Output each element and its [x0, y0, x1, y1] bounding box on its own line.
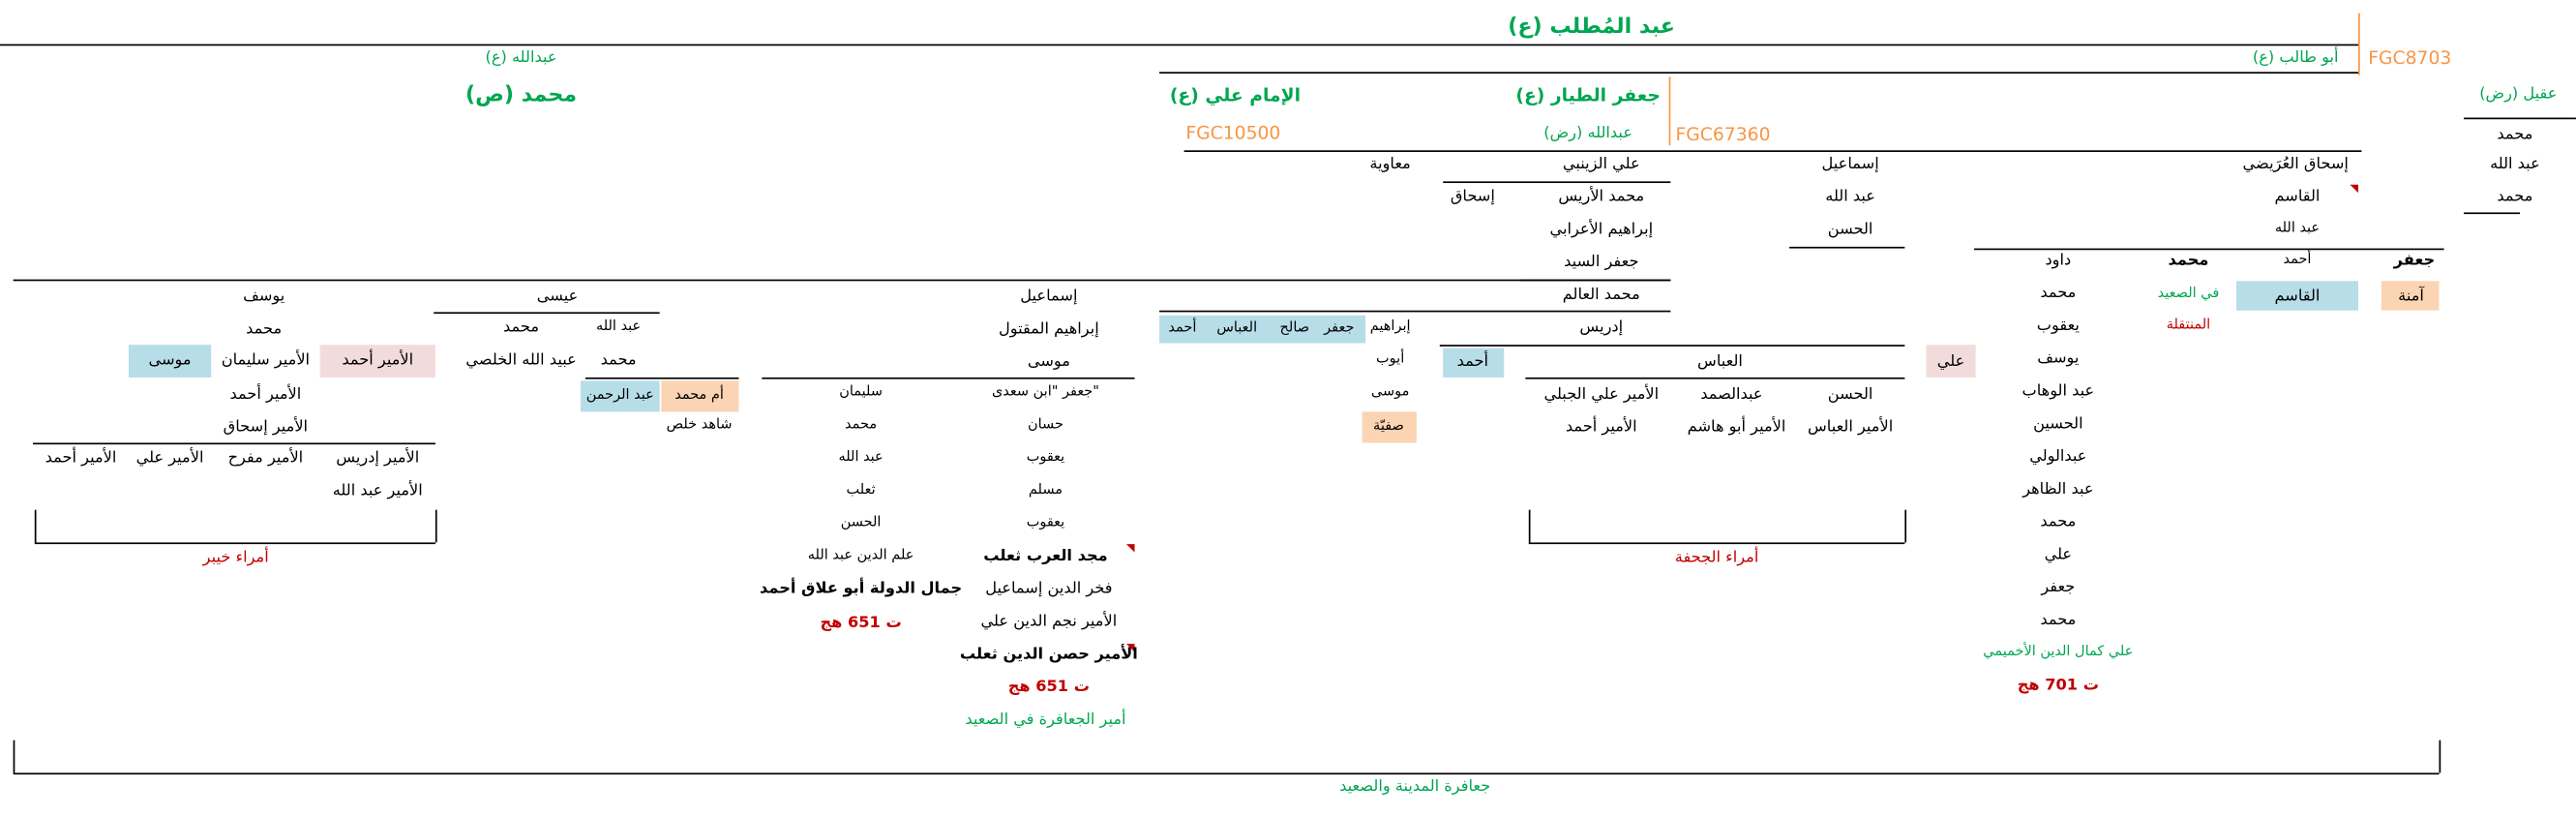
abbas-son-hasan: الحسن [1827, 385, 1873, 404]
prophet-muhammad: محمد (ص) [464, 83, 578, 108]
footer-bracket-right [2440, 741, 2441, 773]
khaybar-emirs-label: أمراء خيبر [202, 549, 269, 567]
root-code-divider [2358, 14, 2360, 76]
amir-abdullah: الأمير عبد الله [332, 481, 423, 500]
musa-mid: موسى [1027, 352, 1070, 372]
abbas-son-abdussamad: عبدالصمد [1700, 385, 1763, 404]
idris-line [1159, 311, 1670, 313]
aqil-grandson: عبد الله [2490, 155, 2540, 173]
amir-ishaq: الأمير إسحاق [223, 418, 309, 437]
dawud-chain-6: الحسين [2033, 414, 2083, 434]
ismail-branch-line [1789, 247, 1904, 249]
ishaq-uraydi: إسحاق العُرَيضي [2242, 155, 2349, 173]
amir-ahmad-khaybar: الأمير أحمد [229, 385, 302, 404]
amir-hisn-din-thalab: الأمير حصن الدين ثعلب [959, 645, 1138, 664]
ishaq: إسحاق [1450, 188, 1495, 206]
yusuf-emirs-line [33, 442, 435, 444]
ibrahim-arabi: إبراهيم الأعرابي [1549, 220, 1654, 239]
dawud-chain-3: يعقوب [2036, 317, 2080, 336]
abdurrahman: عبد الرحمن [585, 387, 654, 404]
abbas-branch-ahmad: أحمد [1456, 352, 1489, 372]
khaybar-bracket-left [35, 510, 37, 543]
isa: عيسى [536, 287, 579, 306]
ismail-son-abdullah: عبد الله [1825, 188, 1875, 206]
amir-abbas: الأمير العباس [1808, 418, 1894, 437]
death-701: ت 701 هج [2017, 676, 2099, 695]
amir-jaafira-said: أمير الجعافرة في الصعيد [965, 711, 1126, 729]
isa-grandson-muhammad: محمد [600, 350, 637, 370]
ismail-bin-abdullah: إسماعيل [1821, 155, 1879, 173]
ibrahim-maqtul: إبراهيم المقتول [998, 319, 1099, 339]
dawud-chain-5: عبد الوهاب [2022, 381, 2095, 401]
musa-sons-line [762, 378, 1134, 379]
idris: إدريس [1579, 318, 1624, 337]
amina: آمنة [2398, 287, 2424, 306]
muawiya: معاوية [1369, 155, 1411, 173]
muhammad-alim-line [14, 280, 1671, 282]
dawud-chain-10: علي [2044, 545, 2073, 564]
jafar-tayyar: جعفر الطيار (ع) [1515, 84, 1661, 106]
safiyya: صفيّة [1373, 418, 1404, 436]
comment-marker [2350, 185, 2358, 193]
dawud-chain-2: محمد [2040, 284, 2077, 303]
amir-ahmad-khaybar-2: الأمير أحمد [45, 449, 117, 468]
imam-ali: الإمام علي (ع) [1169, 84, 1302, 106]
yaqub-1: يعقوب [1026, 449, 1065, 467]
fakhr-din-ismail: فخر الدين إسماعيل [985, 580, 1113, 598]
jafar-ibn-saadi: جعفر "ابن سعدى" [991, 383, 1099, 401]
jafar-haplogroup-code: FGC67360 [1675, 124, 1771, 146]
ali-kamal-akhmimi: علي كمال الدين الأخميمي [1983, 644, 2134, 660]
qasim-son-jafar: جعفر [2393, 251, 2436, 270]
jafar-code-divider [1669, 76, 1671, 145]
death-651-b: ت 651 هج [1007, 678, 1091, 697]
aqil-son: محمد [2497, 125, 2533, 144]
amir-mufarrij: الأمير مفرح [227, 449, 304, 468]
idris-son-jafar: جعفر [1324, 319, 1355, 337]
abdullah-sons-line [1184, 150, 2362, 152]
amir-ali-jabali: الأمير علي الجبلي [1543, 385, 1660, 404]
alam-din-abdullah: علم الدين عبد الله [807, 547, 914, 564]
abu-talib-line [1159, 72, 2358, 74]
umm-muhammad: أم محمد [674, 387, 724, 404]
aqil-end-line [2464, 212, 2520, 214]
dawud-chain-4: يوسف [2037, 349, 2080, 368]
muntaqila-note: المنتقلة [2166, 317, 2211, 334]
footer-bracket-left [14, 741, 15, 773]
root-haplogroup-code: FGC8703 [2368, 46, 2452, 69]
dawud-chain-7: عبدالولي [2029, 447, 2087, 467]
root-line [0, 45, 2358, 46]
qasim-bin-ishaq: القاسم [2274, 188, 2321, 206]
idris-son-abbas: العباس [1216, 319, 1258, 337]
amir-idris: الأمير إدريس [336, 449, 420, 468]
isa-son-muhammad: محمد [503, 318, 540, 337]
khaybar-bracket-right [435, 510, 437, 543]
ali-zainabi: علي الزينبي [1562, 155, 1640, 173]
amir-ali-khaybar: الأمير علي [135, 449, 204, 468]
abu-talib: أبو طالب (ع) [2252, 48, 2339, 68]
dawud-chain-11: جعفر [2041, 578, 2076, 597]
juhfa-bracket-left [1529, 510, 1531, 543]
shahid-khalas: شاهد خلص [666, 416, 733, 434]
abdullah-bin-jafar: عبدالله (رض) [1543, 124, 1632, 142]
death-651-a: ت 651 هج [820, 614, 902, 633]
jafar-sayyid: جعفر السيد [1564, 253, 1639, 272]
ismail-grandson-hasan: الحسن [1827, 220, 1873, 239]
juhfa-bracket-right [1904, 510, 1906, 543]
isa-line [434, 312, 659, 314]
abbas-branch-ali: علي [1936, 352, 1965, 372]
qasim-son-abdullah: عبد الله [2274, 220, 2321, 237]
majd-arab-thalab: مجد العرب ثعلب [983, 547, 1108, 566]
footer-label: جعافرة المدينة والصعيد [1339, 777, 1491, 797]
ayyub: أيوب [1376, 350, 1405, 368]
sulayman-son-muhammad: محمد [845, 416, 878, 434]
ubaydullah-khalasi: عبيد الله الخلصي [465, 350, 577, 370]
sulayman-chain-abdullah: عبد الله [838, 449, 884, 467]
sulayman-chain-thalab: ثعلب [846, 481, 876, 499]
root-ancestor: عبد المُطلب (ع) [1508, 15, 1675, 40]
amir-abu-hashim: الأمير أبو هاشم [1687, 418, 1786, 437]
abbas-sons-line [1525, 378, 1904, 379]
qasim-son-muhammad: محمد [2168, 251, 2209, 270]
yaqub-2: يعقوب [1026, 514, 1065, 531]
amir-najm-din-ali: الأمير نجم الدين علي [980, 613, 1118, 631]
qasim-son-ahmad: أحمد [2283, 251, 2312, 268]
qasim-branch-line [1974, 249, 2444, 251]
abdullah-father: عبدالله (ع) [485, 48, 557, 68]
yusuf: يوسف [243, 287, 285, 306]
muslim: مسلم [1028, 481, 1063, 499]
idris-son-ahmad: أحمد [1168, 319, 1197, 337]
juhfa-bracket-bottom [1529, 542, 1905, 544]
dawud-chain-8: عبد الظاهر [2022, 480, 2094, 499]
amir-ahmad-juhfa: الأمير أحمد [1565, 418, 1637, 437]
musa-bin-ayyub: موسى [1370, 383, 1410, 401]
idris-son-salih: صالح [1279, 319, 1310, 337]
dawud-chain-12: محمد [2040, 611, 2077, 629]
isa-son-abdullah: عبد الله [595, 318, 642, 336]
amir-sulayman: الأمير سليمان [221, 350, 311, 370]
sulayman-chain-hasan: الحسن [840, 514, 882, 531]
khaybar-bracket-bottom [35, 542, 435, 544]
aqil: عقيل (رض) [2479, 84, 2558, 104]
muhammad-alim: محمد العالم [1562, 286, 1640, 304]
aqil-great-grandson: محمد [2497, 188, 2533, 206]
zainabi-line [1443, 181, 1670, 183]
in-said-note: في الصعيد [2157, 286, 2220, 303]
amir-ahmad-top: الأمير أحمد [342, 350, 414, 370]
dawud-chain-9: محمد [2040, 513, 2077, 531]
abbas-branch-title: العباس [1697, 352, 1743, 372]
yusuf-son-muhammad: محمد [246, 319, 283, 339]
juhfa-emirs-label: أمراء الجحفة [1674, 549, 1759, 567]
isa-sub-line [585, 378, 738, 379]
ibrahim-bin-idris: إبراهيم [1369, 318, 1411, 336]
comment-marker [1126, 544, 1135, 552]
muhammad-arees: محمد الأريس [1558, 188, 1645, 206]
dawud: داود [2045, 251, 2072, 270]
hassan: حسان [1027, 416, 1063, 434]
sulayman-mid: سليمان [839, 383, 883, 401]
jamal-dawla: جمال الدولة أبو علاق أحمد [759, 580, 963, 598]
ali-haplogroup-code: FGC10500 [1185, 122, 1281, 144]
ismail-mid: إسماعيل [1020, 287, 1078, 306]
aqil-line [2464, 118, 2576, 120]
yusuf-musa: موسى [148, 350, 192, 370]
qasim-son-of-ahmad: القاسم [2274, 287, 2321, 306]
footer-bracket-bottom [14, 772, 2440, 774]
abbas-branch-line [1440, 345, 1905, 347]
